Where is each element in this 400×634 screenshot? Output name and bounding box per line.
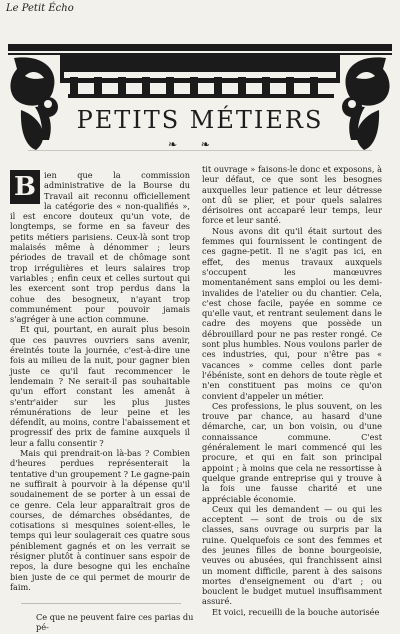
paragraph: Mais qui prendrait-on là-bas ? Combien d'heures perdues représenterait la tentative d'un groupement ? Le gagne-pain ne suffirait à pourvoir à la dépense qu'il soudainement de se porter à un essai de ce genre. Cela leur apparaîtrait gros de courses, de démarches obsédantes, de cotisations si mesquines soient-elles, le temps qui leur soulagerait ces quatre sous péniblement gagnés et on les verrait se résigner plutôt à continuer sans espoir de repos, la dure besogne qui les enchaîne bien juste de ce qui permet de mourir de faim. xyxy=(10,448,190,592)
paragraph: Nous avons dit qu'il était surtout des femmes qui fournissent le contingent de ces gagne-petit. Il ne s'agit pas ici, en effet, des menus travaux auxquels s'occupent les manœuvres momentanément sans emploi ou les demi-invalides de l'atelier ou du chantier. Cela, c'est chose facile, payée en somme ce qu'elle vaut, et rentrant seulement dans le cadre des moyens que possède un débrouillard pour ne pas rester rongé. Ce sont plus humbles. Nous voulons parler de ces industries, qui, pour n'être pas « vacances » comme celles dont parle l'ébéniste, sont en dehors de toute règle et n'en constituent pas moins ce qu'on convient d'appeler un métier. xyxy=(202,225,382,401)
column-divider xyxy=(21,603,181,604)
left-column xyxy=(10,170,190,592)
paragraph: Ces professions, le plus souvent, on les trouve par chance, au hasard d'une démarche, car, un bon voisin, ou d'une connaissance commune. C'est généralement le mari commencé qui les procure, et qui en fait son principal appoint ; à moins que cela ne ressortisse à quelque grande entreprise qui y trouve à la fois une fausse charité et une appréciable économie. xyxy=(202,400,382,504)
paragraph: Ceux qui les demandent — ou qui les acceptent — sont de trois ou de six classes, sans ouvrage ou surpris par la ruine. Quelquefois ce sont des femmes et des jeunes filles de bonne bourgeoisie, veuves ou abusées, qui franchissent ainsi un moment difficile, parent à des saisons mortes d'enseignement ou d'art ; ou bouclent le budget mutuel insuffisamment assuré. xyxy=(202,503,382,607)
left-column-end: Ce que ne peuvent faire ces parias du pé- xyxy=(36,612,194,632)
drop-cap: B xyxy=(10,170,40,204)
masthead: Le Petit Écho xyxy=(6,3,74,14)
paragraph xyxy=(10,170,190,324)
article-title: PETITS MÉTIERS xyxy=(76,106,324,134)
fleuron-ornament: ❧ ❧ xyxy=(168,138,220,151)
paragraph: Et voici, recueilli de la bouche autorisée xyxy=(212,606,380,617)
paragraph-text: ien que la commission administrative de la Bourse du Travail ait reconnu officiellement la catégorie des « non-qualifiés », il est encore douteux qu'un vote, de longtemps, se forme en sa faveur des petits métiers parisiens. Ceux-là sont trop malaisés même à dénommer ; leurs périodes de travail et de chômage sont trop irrégulières et leurs salaires trop variables ; enfin ceux et celles surtout qui les exercent sont trop perdus dans la cohue des besogneux, n'ayant trop communément pour pouvoir jamais s'agréger à une action commune. xyxy=(10,170,190,325)
paragraph: Et qui, pourtant, en aurait plus besoin que ces pauvres ouvriers sans avenir, éreintés toute la journée, c'est-à-dire une fois au milieu de la nuit, pour gagner bien juste ce qu'il faut recommencer le lendemain ? Ne serait-il pas souhaitable qu'un effort constant les amenât à s'entr'aider sur les plus justes rémunérations de leur peine et les défendît, au moins, contre l'abaissement et progressif des prix de famine auxquels il leur a fallu consentir ? xyxy=(10,324,190,448)
paragraph: tit ouvrage » faisons-le donc et exposons, à leur défaut, ce que sont les besognes auxquelles leur patience et leur détresse ont dû se plier, et pour quels salaires dérisoires ont accaparé leur temps, leur force et leur santé. xyxy=(202,164,382,226)
decorative-header-illustration xyxy=(8,44,392,152)
right-column xyxy=(202,164,382,617)
